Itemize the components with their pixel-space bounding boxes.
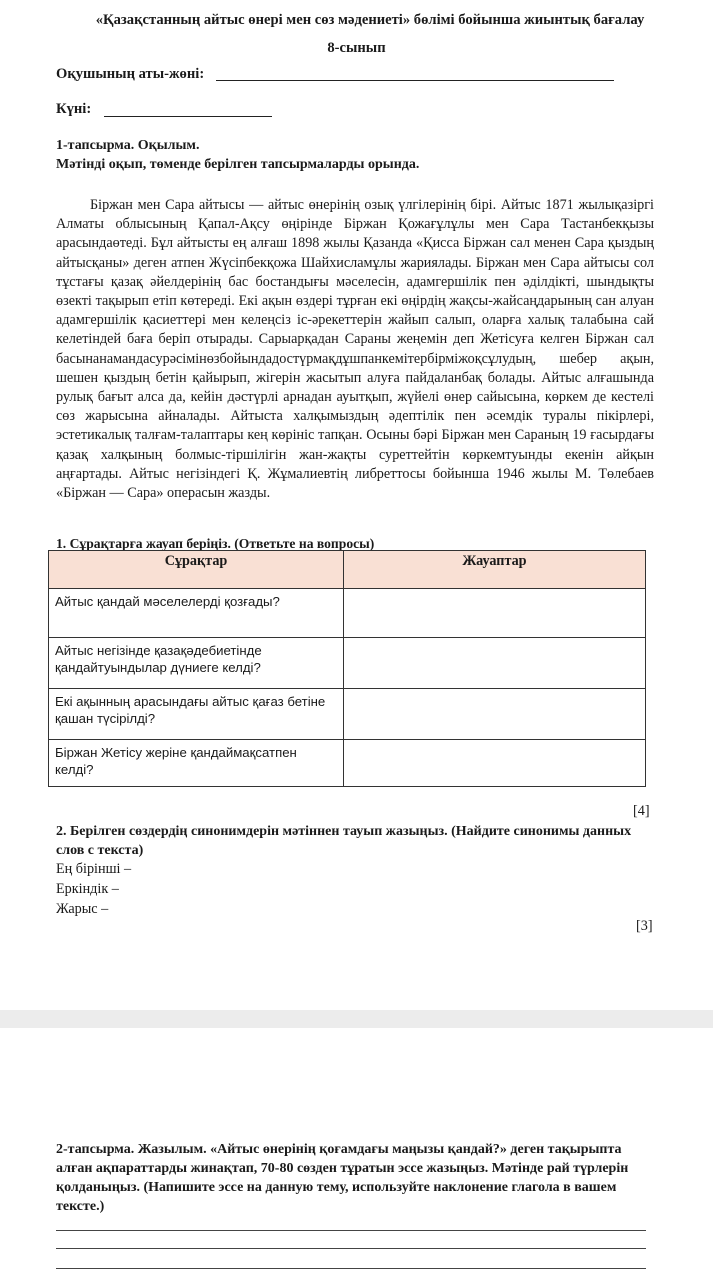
answer-cell[interactable] xyxy=(344,740,646,787)
student-name-line[interactable] xyxy=(216,80,614,81)
answers-column-header: Жауаптар xyxy=(344,551,646,589)
questions-heading: 1. Сұрақтарға жауап беріңіз. (Ответьте на вопросы) xyxy=(56,536,375,551)
writing-line[interactable] xyxy=(56,1268,646,1269)
answer-cell[interactable] xyxy=(344,689,646,740)
writing-line[interactable] xyxy=(56,1230,646,1231)
document-title: «Қазақстанның айтыс өнері мен сөз мәдениеті» бөлімі бойынша жиынтық бағалау xyxy=(95,12,645,28)
student-name-label: Оқушының аты-жөні: xyxy=(56,66,205,82)
task2-prompt: 2-тапсырма. Жазылым. «Айтыс өнерінің қоғамдағы маңызы қандай?» деген тақырыпта алған ақпараттарды жинақтап, 70-80 сөзден тұратын эссе жазыңыз. Мәтінде рай түрлерін қолданыңыз. (Напишите эссе на данную тему, используйте наклонение глагола в вашем тексте.) xyxy=(56,1142,629,1214)
grade-label: 8-сынып xyxy=(327,40,386,56)
synonym-item: Еркіндік – xyxy=(56,881,119,897)
question-cell: Біржан Жетісу жеріне қандаймақсатпен келді? xyxy=(49,740,344,787)
task1-instruction: Мәтінді оқып, төменде берілген тапсырмаларды орында. xyxy=(56,157,420,172)
table-row xyxy=(49,589,646,638)
answer-cell[interactable] xyxy=(344,638,646,689)
task1-heading: 1-тапсырма. Оқылым. xyxy=(56,138,200,153)
worksheet-page-2 xyxy=(0,1028,713,1278)
table-row xyxy=(49,740,646,787)
synonym-item: Ең бірінші – xyxy=(56,861,132,877)
question-cell: Айтыс негізінде қазақәдебиетінде қандайтуындылар дүниеге келді? xyxy=(49,638,344,689)
synonyms-marks: [3] xyxy=(636,918,653,934)
question-cell: Айтыс қандай мәселелерді қозғады? xyxy=(49,589,344,638)
question-cell: Екі ақынның арасындағы айтыс қағаз бетіне қашан түсірілді? xyxy=(49,689,344,740)
table-header-row xyxy=(49,551,646,589)
reading-text: Біржан мен Сара айтысы — айтыс өнерінің озық үлгілерінің бірі. Айтыс 1871 жылықазіргі Алматы облысының Қапал-Ақсу өңірінде Біржан Қожағұлұлы мен Сара Тастанбекқызы арасындаөтеді. Бұл айтысты ең алғаш 1898 жылы Қазанда «Қисса Біржан сал менен Сара қыздың айтысқаны» деген атпен Жүсіпбекқожа Шайхисламұлы жариялады. Біржан мен Сара айтысы сол тұстағы қазақ әйелдерінің бас бостандығы мәселесін, адамгершілік пен әділдікті, шындықты өзекті тақырып етіп көтереді. Екі ақын өздері тұрған екі өңірдің жақсы-жайсаңдарының сан алуан адамгершілік қасиеттері мен келеңсіз іс-әрекеттерін жайып салып, оларға халық талабына сай келетіндей баға беріп отырады. Сарыарқадан Сараны жеңемін деп Жетісуға келген Біржан сал басынанамандасурәсімінөзбойындадостүрмақдұшпанкемітербірміжоқсұлудың, шебер ақын, шешен қыздың бетін қайырып, жігерін жасытып алуға пайдаланбақ болады. Айтыс алғашында рулық бағыт алса да, кейін дәстүрлі арнадан ауытқып, жүйелі өнер сайысына, көркем де кестелі сөз жарысына айналады. Айтыста халқымыздың әдептілік пен әсемдік туралы пікірлері, эстетикалық талғам-талаптары кең көрініс тапқан. Осыны бәрі Біржан мен Сараның 19 ғасырдағы қазақ халқының болмыс-тіршілігін жан-жақты суреттейтін көркемтуынды екенін айқын аңғартады. Айтыс негізіндегі Қ. Жұмалиевтің либреттосы бойынша 1946 жылы М. Төлебаев «Біржан — Сара» операсын жазды. xyxy=(56,197,654,502)
date-line[interactable] xyxy=(104,116,272,117)
table-row xyxy=(49,638,646,689)
table-row xyxy=(49,689,646,740)
questions-column-header: Сұрақтар xyxy=(49,551,344,589)
writing-line[interactable] xyxy=(56,1248,646,1249)
answer-cell[interactable] xyxy=(344,589,646,638)
synonyms-heading: 2. Берілген сөздердің синонимдерін мәтіннен тауып жазыңыз. (Найдите синонимы данных слов с текста) xyxy=(56,824,632,858)
synonym-item: Жарыс – xyxy=(56,901,109,917)
date-label: Күні: xyxy=(56,101,92,117)
questions-marks: [4] xyxy=(633,803,650,819)
questions-table xyxy=(48,550,646,787)
